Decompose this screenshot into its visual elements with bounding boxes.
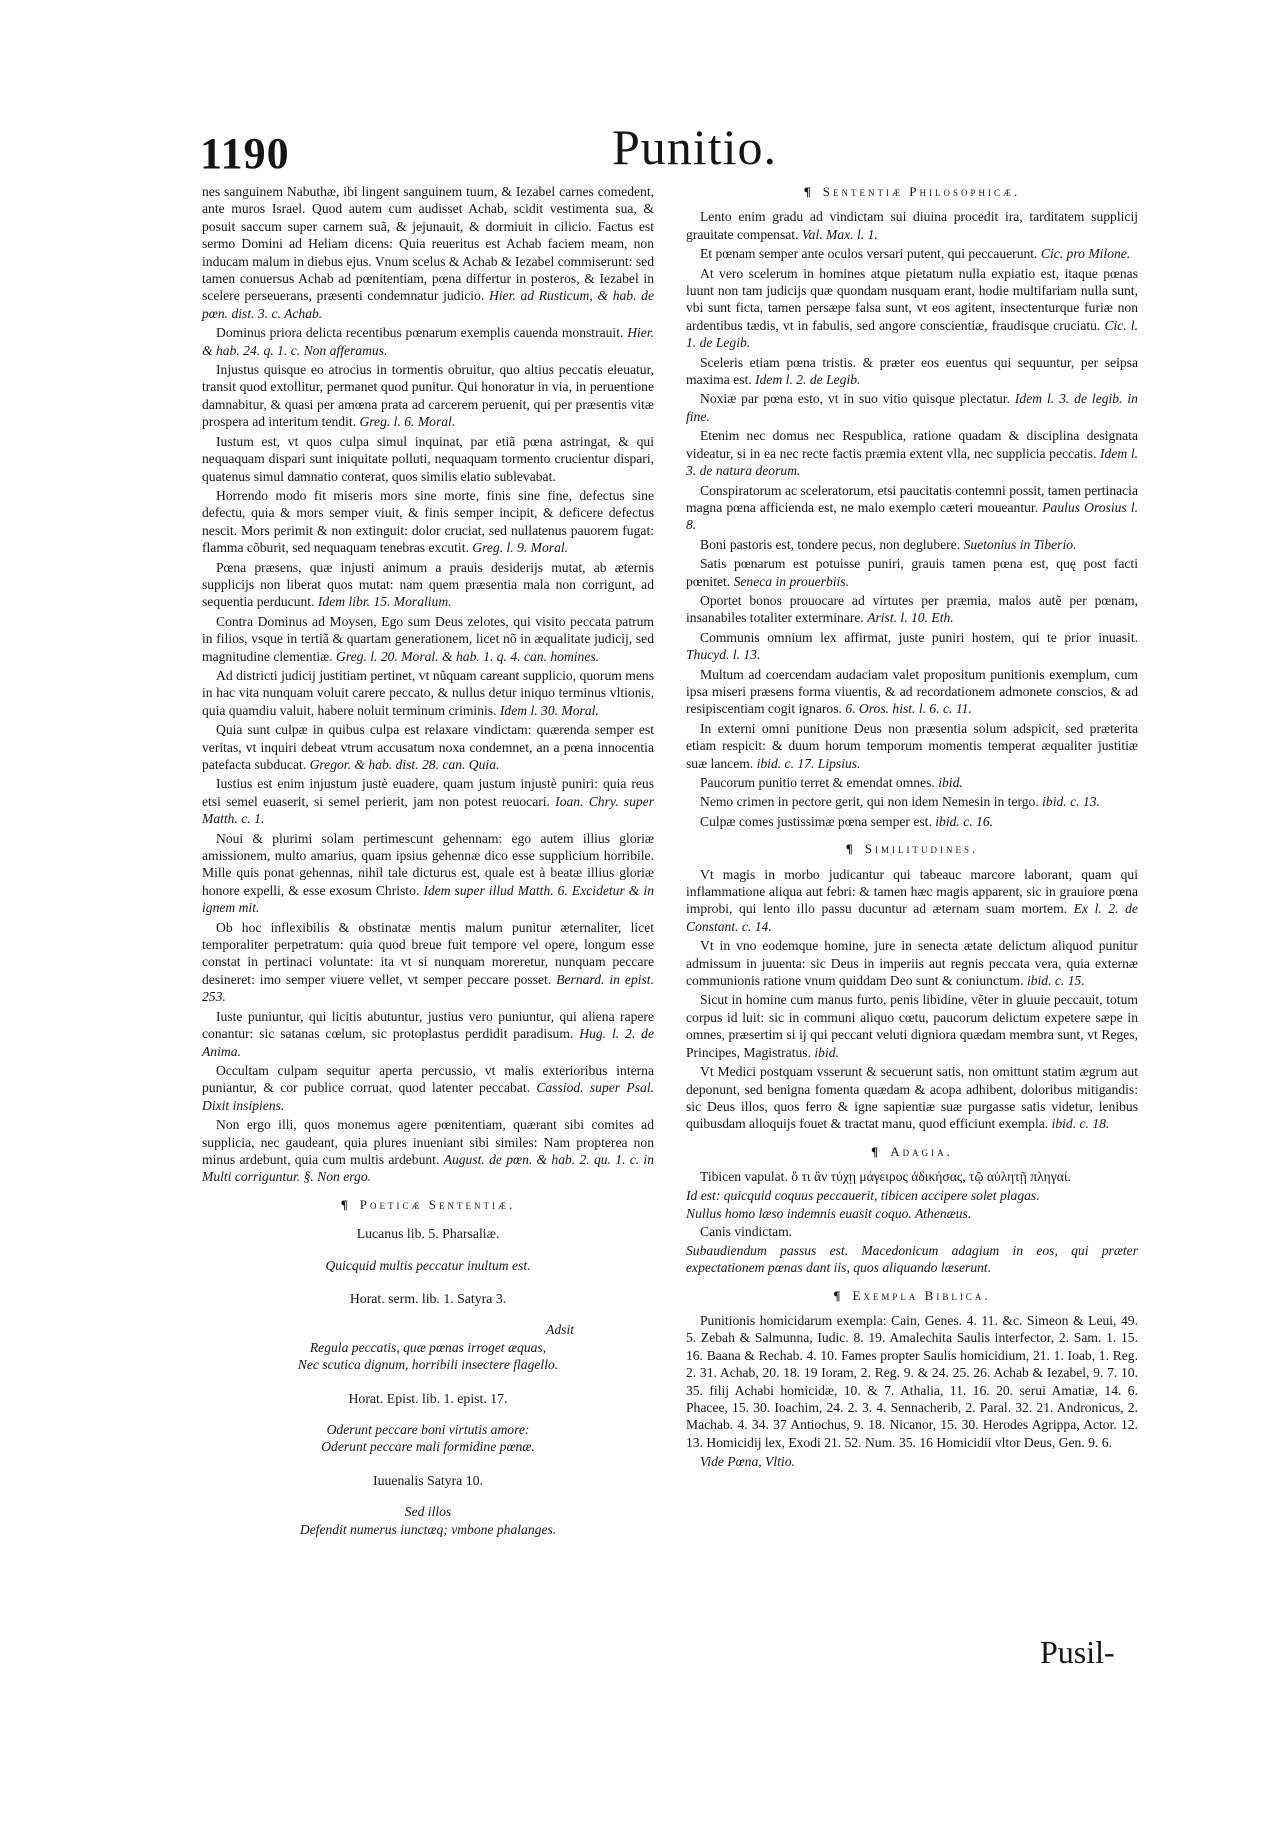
paragraph-text: Ob hoc inflexibilis & obstinatæ mentis malum punitur æternaliter, licet temporaliter perpetratum: quia quod breue fuit tempore vel opere, longum esse constat in pertinaci voluntate: ita vt si nunquam moreretur, nunquam peccare desineret: imo semper viuere vellet, vt semper peccare posset. [202, 919, 654, 987]
citation: Paulus Orosius l. 8. [686, 499, 1138, 533]
paragraph [686, 629, 1138, 664]
citation: ibid. c. 17. Lipsius. [756, 755, 861, 771]
paragraph [686, 427, 1138, 479]
verse-line: Regula peccatis, quæ pœnas irroget æquas, [309, 1339, 547, 1355]
biblical-examples: Punitionis homicidarum exempla: Cain, Genes. 4. 11. &c. Simeon & Leui, 49. 5. Zebah & Salmunna, Iudic. 8. 19. Amalechita Saulis interfector, 2. Sam. 1. 15. 16. Baana & Rechab. 4. 10. Fames propter Saulis homicidium, 21. 1. Ioab, 1. Reg. 2. 31. Achab, 20. 18. 19 Ioram, 2. Reg. 9. & 24. 25. 26. Achab & Iezabel, 9. 7. 10. 35. filij Achabi homicidæ, 10. & 7. Athalia, 11. 16. 20. serui Amatiæ, 14. 6. Phacee, 15. 30. Ioachim, 24. 2. 3. 4. Sennacherib, 2. Paral. 32. 21. Andronicus, 2. Machab. 4. 34. 37 Antiochus, 9. 18. Nicanor, 15. 30. Herodes Agrippa, Actor. 12. 13. Homicidij lex, Exodi 21. 52. Num. 35. 16 Homicidii vltor Deus, Gen. 9. 6. [686, 1312, 1138, 1450]
paragraph [686, 774, 1138, 791]
citation: Ex l. 2. de Constant. c. 14. [686, 901, 1139, 934]
paragraph-text: Nemo crimen in pectore gerit, qui non idem Nemesin in tergo. [700, 794, 1039, 810]
paragraph [686, 937, 1138, 989]
paragraph [202, 1062, 654, 1114]
citation: Cic. l. 1. de Legib. [686, 317, 1138, 351]
paragraph [202, 433, 654, 485]
paragraph-text: Vt Medici postquam vsserunt & secuerunt satis, non omittunt statim ægrum aut deponunt, sed benigna fomenta quædam & acopa adhibent, doloribus mitigandis: sic Deus illos, quos ferro & igne sapientiæ suæ purgasse satis videtur, lenibus quibusdam alloquijs fouet & tractat manu, quod efficiunt exempla. [686, 1064, 1138, 1132]
paragraph-text: Contra Dominus ad Moysen, Ego sum Deus zelotes, qui visito peccata patrum in filios, vsque in tertiã & quartam generationem, licet nõ in æqualitate judicij, sed magnitudine clementiæ. [202, 613, 654, 664]
citation: Idem l. 3. de natura deorum. [686, 445, 1138, 479]
horace1-author: Horat. serm. lib. 1. Satyra 3. [349, 1290, 507, 1306]
poetic-heading: ¶ Poeticæ Sententiæ. [340, 1196, 516, 1212]
citation: Arist. l. 10. Eth. [867, 610, 954, 626]
paragraph [202, 919, 654, 1006]
left-column [202, 183, 654, 1554]
paragraph [202, 559, 654, 611]
paragraph [202, 361, 654, 431]
paragraph-text: Vt in vno eodemque homine, jure in senecta ætate delictum aliquod punitur admissum in juuenta: sic Deus in imperiis aut regnis peccata vera, quia externæ communionis ratione vnum quiddam Deo sunt & coniunctum. [686, 938, 1138, 989]
paragraph [686, 245, 1138, 262]
citation: 6. Oros. hist. l. 6. c. 11. [845, 701, 972, 717]
citation: ibid. [938, 775, 963, 790]
paragraph-text: Culpæ comes justissimæ pœna semper est. [700, 813, 932, 829]
paragraph-text: Conspiratorum ac sceleratorum, etsi paucitatis contemni possit, tamen pertinacia magna pœna afficienda est, ne malo exemplo cæteri moueantur. [686, 482, 1138, 515]
lucan-author: Lucanus lib. 5. Pharsaliæ. [356, 1226, 500, 1242]
paragraph-text: nes sanguinem Nabuthæ, ibi lingent sanguinem tuum, & Iezabel carnes comedent, ante muros Israel. Quod autem cum audisset Achab, scidit vestimenta sua, & posuit saccum super carnem suã, & jejunauit, & dormiuit in cilicio. Factus est sermo Domini ad Heliam dicens: Quia reueritus est Achab faciem meam, non inducam malum in diebus ejus. Vnum scelus & Achab & Iezabel commiserunt: sed tamen conuersus Achab ad pœnitentiam, pœna differtur in posteros, & Iezabel in scelere perseuerans, præsenti condemnatur judicio. [202, 184, 654, 304]
horace2-verse [202, 1421, 654, 1456]
paragraph [202, 775, 654, 827]
citation: Idem l. 2. de Legib. [755, 372, 861, 388]
paragraph-text: Pœna præsens, quæ injusti animum a prauis desiderijs mutat, ab æternis supplicijs non liberat quos mutat: nam quem præsentia mala non corrigunt, ad sequentia perducunt. [202, 559, 654, 610]
paragraph-mark-icon: ¶ [871, 1143, 879, 1159]
citation: Cic. pro Milone. [1040, 246, 1131, 262]
paragraph [686, 866, 1138, 936]
citation: Seneca in prouerbiis. [733, 573, 849, 589]
catchword: Pusil- [1040, 1634, 1115, 1670]
paragraph-text: Multum ad coercendam audaciam valet propositum punitionis exemplum, cum ipsa miseri præsens forma viuentis, & ad recordationem admonete conscios, & ad resipiscentiam cogit ignaros. [686, 666, 1138, 717]
citation: Hier. ad Rusticum, & hab. de pœn. dist. 3. c. Achab. [202, 288, 655, 321]
paragraph [202, 667, 654, 719]
paragraph-text: Vt magis in morbo judicantur qui tabeauc marcore laborant, quam qui inflammatione aliqua aut febri: & tamen hæc magis apparent, sic in grauiore pœna improbi, qui lento illo passu ducuntur ad æternam suam mortem. [686, 866, 1138, 917]
citation: Idem l. 30. Moral. [499, 702, 599, 718]
paragraph [686, 592, 1138, 627]
citation: Greg. l. 20. Moral. & hab. 1. q. 4. can. homines. [336, 648, 600, 664]
philosophic-paragraphs [686, 208, 1138, 830]
citation: ibid. c. 13. [1042, 794, 1100, 810]
citation: Idem l. 3. de legib. in fine. [686, 391, 1138, 424]
paragraph [686, 666, 1138, 718]
paragraph-text: Communis omnium lex affirmat, juste puniri hostem, qui te prior inuasit. [700, 629, 1138, 645]
paragraph-text: Satis pœnarum est potuisse puniri, grauis tamen pœna est, quę post facti pœnitet. [686, 556, 1138, 589]
verse-line: Oderunt peccare boni virtutis amore: [326, 1422, 530, 1437]
paragraph-text: Dominus priora delicta recentibus pœnarum exemplis cauenda monstrauit. [216, 325, 624, 341]
citation: ibid. c. 15. [1026, 973, 1085, 989]
paragraph-text: Ad districti judicij justitiam pertinet, vt nũquam careant supplicio, quorum mens in hac vita nunquam voluit carere peccato, & nullus detur iniquo terminus vltionis, quia quamdiu valuit, habere noluit terminum criminis. [202, 667, 654, 718]
paragraph-text: Oportet bonos prouocare ad virtutes per præmia, malos autẽ per pœnam, insanabiles totaliter exterminare. [686, 592, 1138, 626]
paragraph-text: Quia sunt culpæ in quibus culpa est relaxare vindictam: quærenda semper est veritas, vt inquiri debeat vtrum accusatum noxa condemnet, an a pœna innocentia patefacta subducat. [202, 722, 654, 772]
paragraph [686, 720, 1138, 772]
juvenal-verse [202, 1503, 654, 1538]
paragraph [202, 324, 654, 359]
verse-line: Sed illos [404, 1504, 452, 1520]
paragraph-text: Noui & plurimi solam pertimescunt gehennam: ego autem illius gloriæ amissionem, multo amarius, quam ipsius gehennæ dico esse supplicium horribile. Mille quis ponat gehennas, nihil tale dicturus est, quale est à beatæ illius gloriæ honore expelli, & esse exosum Christo. [202, 830, 654, 898]
citation: ibid. c. 18. [1051, 1116, 1110, 1132]
paragraph-text: Horrendo modo fit miseris mors sine morte, finis sine fine, defectus sine defectu, quia & mors semper viuit, & finis semper incipit, & deficere defectus nescit. Mors perimit & non extinguit: dolor cruciat, sed nullatenus pauorem fugat: flamma cõburit, sed nequaquam tenebras excutit. [202, 487, 654, 556]
paragraph [686, 555, 1138, 590]
citation: Suetonius in Tiberio. [963, 536, 1077, 552]
paragraph-mark-icon: ¶ [340, 1196, 348, 1212]
paragraph [686, 265, 1138, 352]
horace1-verse [202, 1321, 654, 1373]
left-paragraphs [202, 183, 654, 1186]
citation: ibid. [814, 1044, 839, 1060]
verse-line: Oderunt peccare mali formidine pœnæ. [321, 1439, 535, 1455]
paragraph-text: At vero scelerum in homines atque pietatum nulla expiatio est, itaque pœnas luunt non tam judicijs quæ quondam nusquam erant, hodie multifariam nulla sunt, vbi sunt ficta, tamen persæpe falsa sunt, vt eos agitent, insectenturque furiæ non ardentibus tædis, vt in fabulis, sed angore conscientiæ, fraudisque cruciatu. [686, 265, 1138, 333]
adage: Canis vindictam. [700, 1224, 793, 1240]
citation: Hier. & hab. 24. q. 1. c. Non afferamus. [202, 325, 654, 358]
paragraph [202, 487, 654, 557]
paragraph [202, 721, 654, 773]
paragraph [686, 793, 1138, 810]
adage: Id est: quicquid coquus peccauerit, tibicen accipere solet plagas. [686, 1187, 1040, 1203]
paragraph [686, 813, 1138, 830]
verse-line: Defendit numerus iunctæq; vmbone phalanges. [299, 1521, 557, 1537]
adage: Tibicen vapulat. ὅ τι ἂν τύχῃ μάγειρος ἀδικήσας, τῷ αὐλητῇ πληγαί. [700, 1169, 1071, 1185]
adage: Nullus homo læso indemnis euasit coquo. Athenæus. [686, 1205, 972, 1221]
citation: ibid. c. 16. [935, 813, 994, 829]
adagia-heading: ¶ Adagia. [871, 1143, 953, 1159]
paragraph-text: Paucorum punitio terret & emendat omnes. [700, 775, 935, 790]
paragraph-text: Iustum est, vt quos culpa simul inquinat, par etiã pœna astringat, & qui nequaquam dispari sunt iniquitate polluti, nequaquam tormento crucientur dispari, quatenus simul damnatio conterat, quos similis elatio sublevabat. [202, 433, 654, 484]
paragraph-mark-icon: ¶ [833, 1287, 841, 1303]
citation: Idem libr. 15. Moralium. [317, 594, 452, 610]
paragraph-text: Et pœnam semper ante oculos versari putent, qui peccauerunt. [700, 246, 1038, 262]
citation: Cassiod. super Psal. Dixit insipiens. [202, 1080, 654, 1113]
similitudes-paragraphs [686, 866, 1138, 1133]
paragraph [686, 208, 1138, 243]
paragraph-text: Noxiæ par pœna esto, vt in suo vitio quisque plectatur. [700, 391, 1010, 407]
paragraph-text: Injustus quisque eo atrocius in tormentis obruitur, quo altius peccatis eleuatur, transit quod extollitur, permanet quod punitur. Qui honoratur in via, in peruentione damnabitur, & quasi per amœna prata ad carcerem peruenit, qui per præsentis vitæ prospera ad interitum tendit. [202, 362, 654, 430]
paragraph-text: Iustius est enim injustum justè euadere, quam justum injustè puniri: quia reus etsi semel euaserit, si semel perierit, jam non potest reuocari. [202, 776, 654, 809]
citation: Val. Max. l. 1. [801, 226, 878, 242]
horace2-author: Horat. Epist. lib. 1. epist. 17. [348, 1390, 508, 1406]
paragraph-mark-icon: ¶ [803, 184, 811, 199]
paragraph [202, 830, 654, 917]
adage: Subaudiendum passus est. Macedonicum adagium in eos, qui præter expectationem pœnas dant iis, quos aliquando læserunt. [686, 1242, 1138, 1276]
paragraph [686, 991, 1138, 1061]
paragraph-text: Etenim nec domus nec Respublica, ratione quadam & disciplina designata videatur, si in ea nec recte factis præmia extent vlla, nec supplicia peccatis. [686, 428, 1138, 461]
paragraph [202, 613, 654, 665]
lucan-verse: Quicquid multis peccatur inultum est. [325, 1257, 531, 1273]
citation: August. de pœn. & hab. 2. qu. 1. c. in Multi corriguntur. §. Non ergo. [202, 1151, 654, 1185]
verse-line: Adsit [546, 1322, 574, 1338]
verse-line: Nec scutica dignum, horribili insectere flagello. [297, 1357, 559, 1373]
citation: Greg. l. 9. Moral. [472, 540, 569, 556]
paragraph [686, 1063, 1138, 1133]
juvenal-author: Iuuenalis Satyra 10. [373, 1472, 483, 1488]
paragraph [686, 536, 1138, 553]
paragraph-text: Lento enim gradu ad vindictam sui diuina procedit ira, tarditatem supplicij grauitate compensat. [686, 209, 1138, 242]
right-column [686, 183, 1138, 1473]
paragraph-text: Boni pastoris est, tondere pecus, non deglubere. [700, 536, 961, 552]
biblical-heading: ¶ Exempla Biblica. [833, 1287, 991, 1303]
paragraph [202, 1008, 654, 1060]
paragraph [686, 482, 1138, 534]
paragraph [686, 354, 1138, 389]
paragraph [202, 183, 654, 322]
paragraph [202, 1116, 654, 1186]
citation: Gregor. & hab. dist. 28. can. Quia. [309, 757, 500, 772]
paragraph-text: Non ergo illi, quos monemus agere pœnitentiam, quærant sibi comites ad supplicia, nec gaudeant, quia plures inueniant sibi similes: Nam propterea non minus ardebunt, quia cum multis ardebunt. [202, 1117, 654, 1167]
see-also: Vide Pœna, Vltio. [700, 1454, 795, 1470]
paragraph-text: Sicut in homine cum manus furto, penis libidine, vẽter in gluuie peccauit, totum corpus id luit: sic in communi aliquo cœtu, paucorum delictum expetere sæpe in omnes, præsertim si ij qui peccant veluti digniora quædam membra sunt, vt Reges, Principes, Magistratus. [686, 992, 1138, 1060]
citation: Bernard. in epist. 253. [202, 971, 654, 1005]
citation: Idem super illud Matth. 6. Excidetur & in ignem mit. [202, 882, 654, 916]
paragraph-text: Occultam culpam sequitur aperta percussio, vt malis exterioribus interna puniantur, & cor publice corruat, quod latenter peccabat. [202, 1062, 654, 1096]
citation: Thucyd. l. 13. [686, 647, 761, 663]
philosophic-heading: ¶ Sententiæ Philosophicæ. [803, 184, 1021, 199]
citation: Hug. l. 2. de Anima. [202, 1026, 654, 1059]
page-number: 1190 [200, 129, 290, 178]
paragraph-text: Sceleris etiam pœna tristis. & præter eos euentus qui sequuntur, per seipsa maxima est. [686, 354, 1138, 388]
paragraph-mark-icon: ¶ [845, 841, 853, 857]
similitudes-heading: ¶ Similitudines. [845, 841, 979, 857]
paragraph [686, 390, 1138, 425]
citation: Ioan. Chry. super Matth. c. 1. [202, 793, 654, 827]
running-head: Punitio. [612, 119, 777, 175]
paragraph-text: Iuste puniuntur, qui licitis abutuntur, justius vero puniuntur, qui aliena rapere conantur: sic satanas cœlum, sic protoplastus perdidit paradisum. [202, 1008, 654, 1042]
citation: Greg. l. 6. Moral. [359, 414, 456, 430]
adagia-list [686, 1168, 1138, 1276]
paragraph-text: In externi omni punitione Deus non præsentia solum adspicit, sed præterita etiam respicit: & duum horum temporum momentis temperat æqualiter justitiæ suæ lancem. [686, 720, 1138, 771]
